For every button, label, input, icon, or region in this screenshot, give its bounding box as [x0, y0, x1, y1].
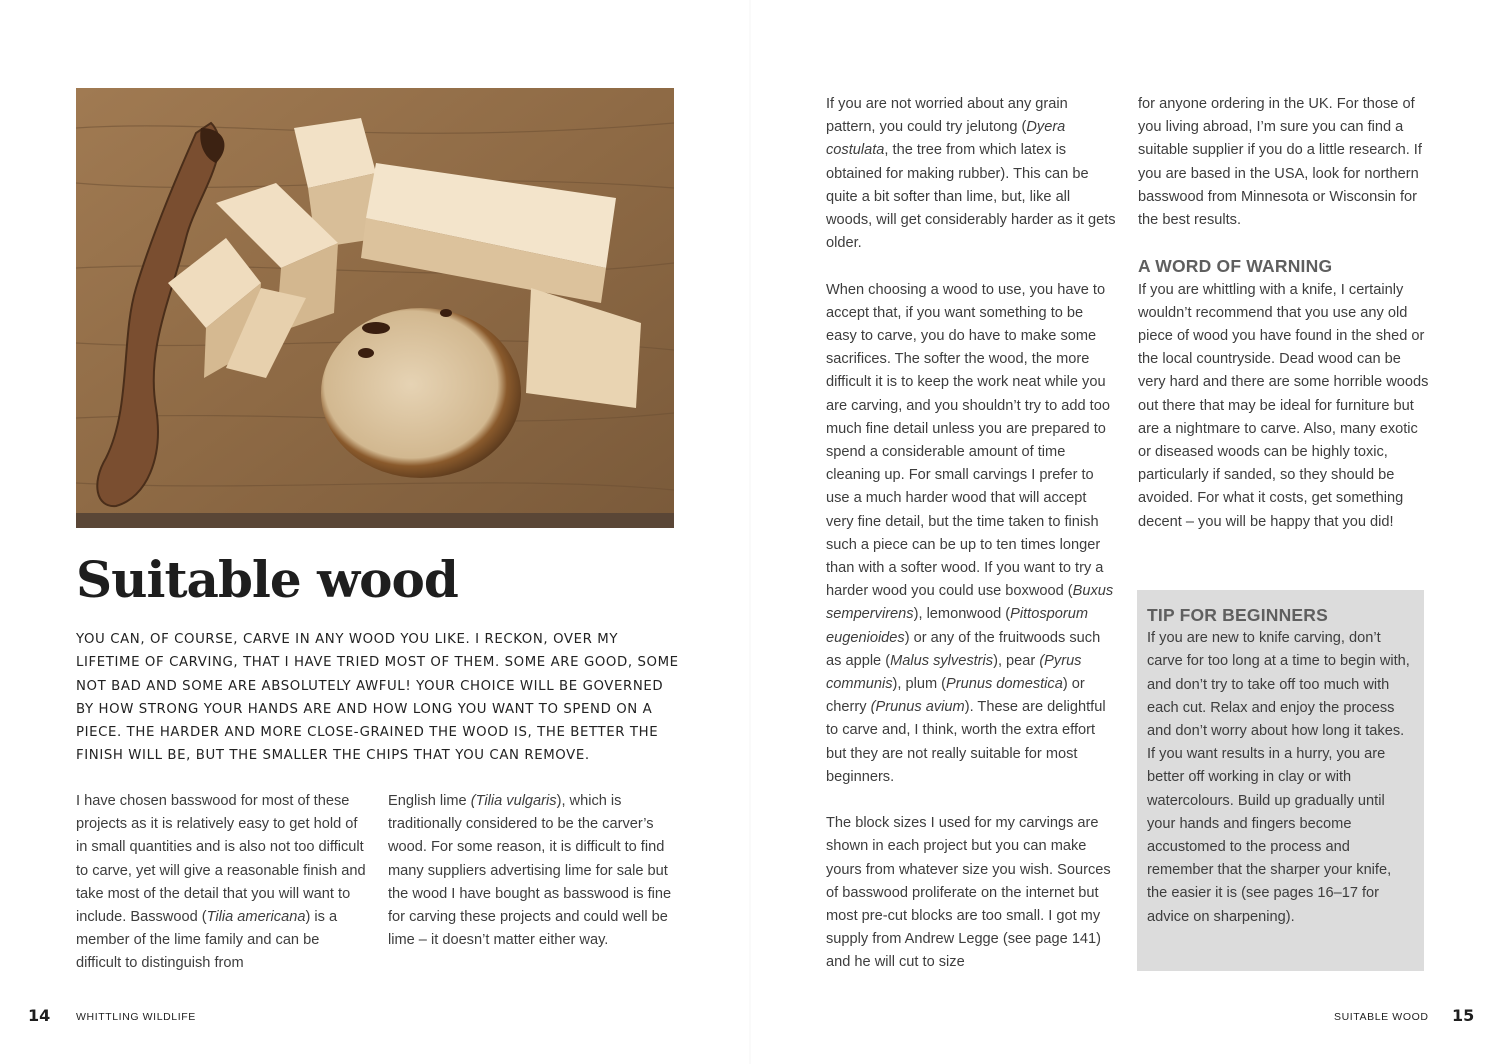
page-title: Suitable wood	[76, 550, 458, 609]
tip-heading: TIP FOR BEGINNERS	[1147, 605, 1329, 625]
page-number: 15	[1452, 1006, 1475, 1025]
right-column-2	[1138, 93, 1430, 534]
running-head: SUITABLE WOOD	[1334, 1011, 1429, 1023]
body-paragraph: for anyone ordering in the UK. For those of you living abroad, I’m sure you can find a suitable supplier if you do a little research. If you are based in the USA, look for northern basswood from Minnesota or Wisconsin for the best results.	[1138, 96, 1422, 229]
left-column-1	[76, 790, 366, 976]
right-page	[750, 0, 1500, 1064]
tip-box	[1137, 590, 1424, 971]
running-head: WHITTLING WILDLIFE	[76, 1011, 196, 1023]
page-number: 14	[28, 1006, 51, 1025]
tip-text: If you are new to knife carving, don’t carve for too long at a time to begin with, and don’t try to take off too much with each cut. Relax and enjoy the process and don’t worry about how long it takes. If you want results in a hurry, you are better off working in clay or with watercolours. Build up gradually until your hands and fingers become accustomed to the process and remember that the sharper your knife, the easier it is (see pages 16–17 for advice on sharpening).	[1147, 630, 1410, 925]
body-paragraph: I have chosen basswood for most of these projects as it is relatively easy to get hold of in small quantities and is also not too difficult to carve, yet will give a reasonable finish and take most of the detail that you will want to include. Basswood (Tilia americana) is a member of the lime family and can be difficult to distinguish from	[76, 793, 366, 972]
body-paragraph: If you are not worried about any grain pattern, you could try jelutong (Dyera costulata, the tree from which latex is obtained for making rubber). This can be quite a bit softer than lime, but, like all woods, will get considerably harder as it gets older.	[826, 96, 1116, 252]
tip-body	[1147, 627, 1414, 929]
intro-paragraph: YOU CAN, OF COURSE, CARVE IN ANY WOOD YOU LIKE. I RECKON, OVER MY LIFETIME OF CARVING, THAT I HAVE TRIED MOST OF THEM. SOME ARE GOOD, SOME NOT BAD AND SOME ARE ABSOLUTELY AWFUL! YOUR CHOICE WILL BE GOVERNED BY HOW STRONG YOUR HANDS ARE AND HOW LONG YOU WANT TO SPEND ON A PIECE. THE HARDER AND MORE CLOSE-GRAINED THE WOOD IS, THE BETTER THE FINISH WILL BE, BUT THE SMALLER THE CHIPS THAT YOU CAN REMOVE.	[76, 632, 679, 764]
warning-heading: A WORD OF WARNING	[1138, 256, 1333, 277]
right-column-1	[826, 93, 1118, 975]
wood-blocks-photo	[76, 88, 674, 528]
body-paragraph: When choosing a wood to use, you have to accept that, if you want something to be easy to carve, you do have to make some sacrifices. The softer the wood, the more difficult it is to keep the work neat while you are carving, and you shouldn’t try to add too much fine detail unless you are prepared to spend a considerable amount of time cleaning up. For small carvings I prefer to use a much harder wood that will accept very fine detail, but the time taken to finish such a piece can be up to ten times longer than with a softer wood. If you want to try a harder wood you could use boxwood (Buxus sempervirens), lemonwood (Pittosporum eugenioides) or any of the fruitwoods such as apple (Malus sylvestris), pear (Pyrus communis), plum (Prunus domestica) or cherry (Prunus avium). These are delightful to carve and, I think, worth the extra effort but they are not really suitable for most beginners.	[826, 281, 1114, 785]
wood-photo-illustration	[76, 88, 674, 528]
body-paragraph: The block sizes I used for my carvings are shown in each project but you can make yours from whatever size you wish. Sources of basswood proliferate on the internet but most pre-cut blocks are too small. I got my supply from Andrew Legge (see page 141) and he will cut to size	[826, 815, 1111, 971]
left-column-2	[388, 790, 680, 952]
warning-text: If you are whittling with a knife, I certainly wouldn’t recommend that you use any old piece of wood you have found in the shed or the local countryside. Dead wood can be very hard and there are some horrible woods out there that may be ideal for furniture but are a nightmare to carve. Also, many exotic or diseased woods can be highly toxic, particularly if sanded, so they should be avoided. For what it costs, get something decent – you will be happy that you did!	[1138, 281, 1429, 530]
body-paragraph: English lime (Tilia vulgaris), which is traditionally considered to be the carver’s wood. For some reason, it is difficult to find many suppliers advertising lime for sale but the wood I have bought as basswood is fine for carving these projects and could well be lime – it doesn’t matter either way.	[388, 793, 672, 949]
